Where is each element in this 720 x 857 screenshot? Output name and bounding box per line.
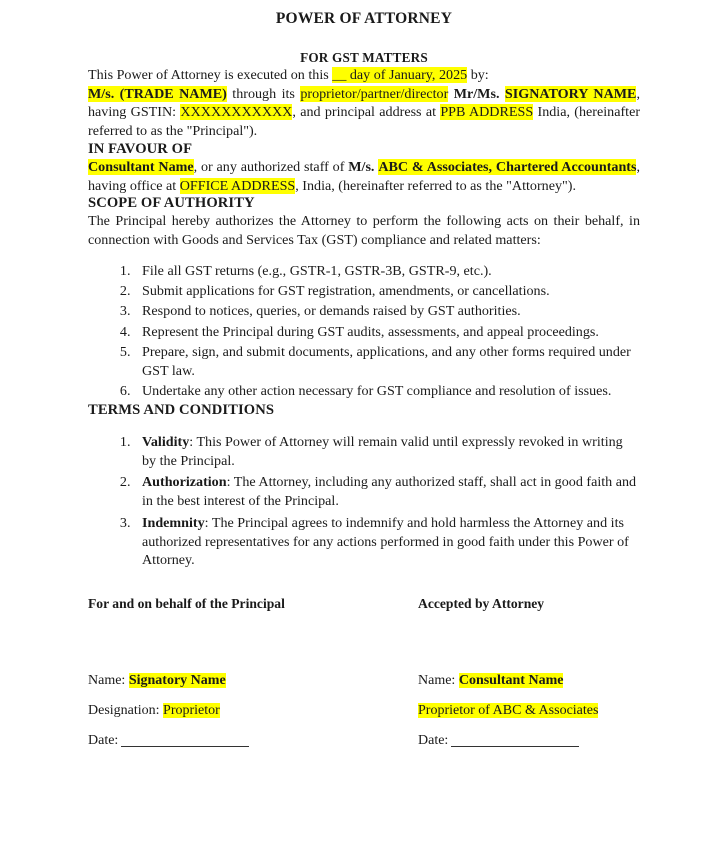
execution-date-paragraph	[88, 66, 640, 85]
attorney-date-blank[interactable]	[451, 746, 579, 747]
terms-items-list	[88, 433, 640, 570]
scope-items-list	[88, 262, 640, 401]
list-item: 3. Respond to notices, queries, or demands raised by GST authorities.	[134, 302, 640, 321]
principal-designation-line	[88, 704, 418, 718]
list-item	[134, 433, 640, 470]
list-item: 2. Submit applications for GST registration, amendments, or cancellations.	[134, 282, 640, 301]
principal-address-label: , and principal address at	[292, 104, 441, 121]
attorney-date-label: Date:	[418, 733, 449, 749]
through-its-text: through its	[226, 85, 301, 102]
term-label: Validity	[142, 434, 190, 451]
list-item: 5. Prepare, sign, and submit documents, applications, and any other forms required under GST law.	[134, 343, 640, 380]
list-item: 6. Undertake any other action necessary for GST compliance and resolution of issues.	[134, 382, 640, 401]
principal-designation-label: Designation:	[88, 703, 164, 719]
salutation-text: Mr/Ms.	[448, 85, 505, 102]
attorney-designation-highlight: Proprietor of ABC & Associates	[418, 703, 599, 719]
list-item	[134, 473, 640, 510]
list-item: 4. Represent the Principal during GST audits, assessments, and appeal proceedings.	[134, 323, 640, 342]
attorney-middle-text: , or any authorized staff of	[193, 158, 349, 175]
term-text: : The Principal agrees to indemnify and hold harmless the Attorney and its authorized representatives for any actions performed in good faith under this Power of Attorney.	[142, 514, 629, 569]
principal-closing-text: India, (hereinafter referred to as the "Principal").	[88, 104, 641, 140]
attorney-signature-column	[418, 596, 640, 612]
principal-signature-heading: For and on behalf of the Principal	[88, 596, 285, 612]
terms-and-conditions-heading: TERMS AND CONDITIONS	[88, 402, 275, 419]
firm-name-highlight: ABC & Associates, Chartered Accountants	[378, 158, 637, 175]
gstin-value-highlight: XXXXXXXXXXX	[180, 104, 293, 121]
principal-paragraph	[88, 85, 640, 141]
term-label: Authorization	[142, 474, 227, 491]
intro-text-before: This Power of Attorney is executed on this	[88, 67, 333, 83]
principal-signature-column	[88, 596, 418, 612]
principal-date-label: Date:	[88, 733, 119, 749]
principal-name-label: Name:	[88, 673, 129, 689]
principal-details-column	[88, 674, 418, 764]
principal-date-blank[interactable]	[121, 746, 249, 747]
attorney-name-line	[418, 674, 640, 688]
term-text: : This Power of Attorney will remain valid until expressly revoked in writing by the Principal.	[142, 434, 623, 469]
scope-of-authority-heading: SCOPE OF AUTHORITY	[88, 195, 255, 212]
document-title: POWER OF ATTORNEY	[275, 10, 453, 27]
attorney-closing-text: , India, (hereinafter referred to as the "Attorney").	[295, 177, 576, 194]
attorney-paragraph	[88, 158, 640, 195]
list-item	[134, 514, 640, 570]
principal-address-highlight: PPB ADDRESS	[440, 104, 534, 121]
trade-name-highlight: M/s. (TRADE NAME)	[88, 85, 227, 102]
term-label: Indemnity	[142, 514, 205, 531]
signature-headings-row	[88, 596, 640, 612]
principal-designation-highlight: Proprietor	[163, 703, 220, 719]
term-text: : The Attorney, including any authorized staff, shall act in good faith and in the best interest of the Principal.	[142, 474, 637, 510]
intro-text-after: by:	[467, 67, 489, 83]
document-subtitle: FOR GST MATTERS	[300, 50, 428, 65]
office-label: , having office at	[88, 158, 641, 194]
attorney-details-column	[418, 674, 640, 764]
consultant-name-highlight: Consultant Name	[88, 158, 194, 175]
ms-label: M/s.	[348, 158, 375, 175]
scope-intro-paragraph: The Principal hereby authorizes the Attorney to perform the following acts on their behalf, in connection with Goods and Services Tax (GST) compliance and related matters:	[88, 213, 640, 249]
attorney-designation-line	[418, 704, 640, 718]
in-favour-of-heading: IN FAVOUR OF	[88, 140, 193, 157]
principal-date-line	[88, 734, 418, 748]
signatory-name-highlight: SIGNATORY NAME	[504, 85, 637, 102]
principal-name-highlight: Signatory Name	[128, 673, 226, 689]
attorney-signature-heading: Accepted by Attorney	[418, 596, 545, 612]
attorney-name-label: Name:	[418, 673, 459, 689]
principal-name-line	[88, 674, 418, 688]
list-item: 1. File all GST returns (e.g., GSTR-1, GSTR-3B, GSTR-9, etc.).	[134, 262, 640, 281]
gstin-label: , having GSTIN:	[88, 85, 640, 121]
attorney-date-line	[418, 734, 640, 748]
execution-date-highlight: __ day of January, 2025	[332, 67, 468, 83]
signature-details-row	[88, 674, 640, 764]
attorney-name-highlight: Consultant Name	[458, 673, 564, 689]
role-options-highlight: proprietor/partner/director	[300, 85, 449, 102]
office-address-highlight: OFFICE ADDRESS	[179, 177, 296, 194]
